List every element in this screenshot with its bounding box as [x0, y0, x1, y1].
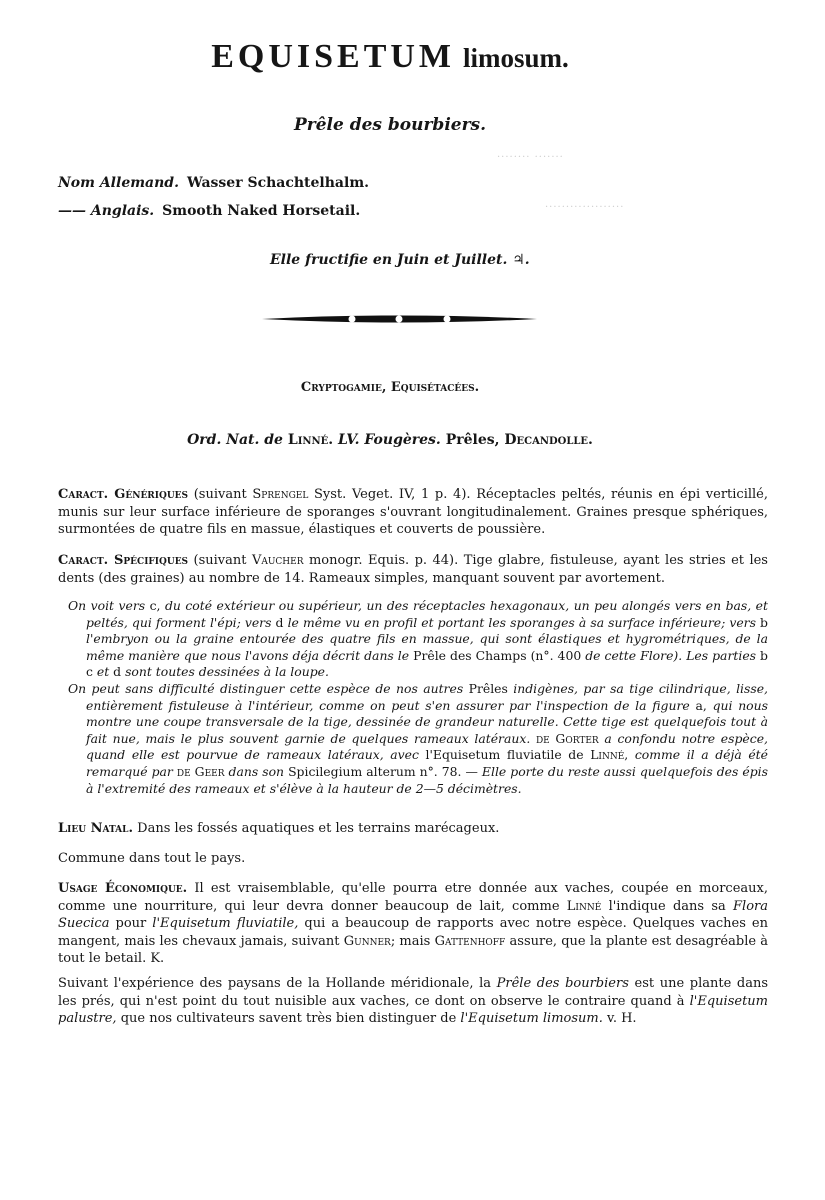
final-text: est une plante dans les prés, qui n'est point du tout nuisible aux vaches, ce dont on observe le contraire quand à — [58, 976, 768, 1009]
final-text: Suivant l'expérience des paysans de la Hollande méridionale, la — [58, 976, 492, 991]
german-name-value: Wasser Schachtelhalm. — [186, 175, 370, 191]
generic-text: Réceptacles peltés, réunis en épi verticillé, munis sur leur surface inférieure de sporanges s'ouvrant longitudinalement. Graines presque sphériques, surmontées de quatre fils en massue, élastiques et couverts de poussière. — [58, 487, 768, 537]
obs1-text: l'embryon ou la graine entourée des quatre fils en massue, qui sont élastiques et hygrométriques, de la même manière que nous l'avons déja décrit dans le — [86, 631, 768, 663]
final-signature: v. H. — [607, 1011, 637, 1026]
german-name-line — [58, 175, 369, 191]
obs1-letter-d: d — [113, 664, 122, 680]
obs1-letter-c: c, — [149, 598, 161, 613]
german-name-label: Nom Allemand. — [58, 175, 179, 191]
usage-linne: Linné — [566, 898, 602, 914]
obs1-letters-bc: b c — [86, 647, 768, 680]
order-preles: Prêles, — [445, 432, 500, 448]
page-title — [0, 38, 780, 76]
obs1-champs-ref: Prêle des Champs (n°. 400 — [413, 647, 582, 663]
usage-text: l'indique dans sa — [608, 898, 726, 914]
obs2-text: a confondu notre espèce, quand elle est pourvue de rameaux latéraux, avec — [86, 730, 768, 763]
common-text: Commune dans tout le pays. — [58, 851, 246, 866]
specific-ref-open: (suivant — [193, 553, 247, 568]
habitat-text: Dans les fossés aquatiques et les terrains marécageux. — [137, 821, 500, 836]
usage-text: qui a beaucoup de rapports avec notre espèce. Quelques vaches en mangent, mais les chevaux jamais, suivant — [58, 916, 768, 949]
order-fougeres: LV. Fougères. — [338, 432, 441, 448]
obs2-text: On peut sans difficulté distinguer cette espèce de nos autres — [68, 680, 464, 696]
obs1-text: de cette Flore). Les parties — [585, 647, 757, 663]
generic-characters-paragraph — [58, 486, 768, 539]
obs2-spicilegium: Spicilegium alterum n°. 78. — [288, 763, 462, 779]
obs2-letter-a: a, — [695, 697, 707, 713]
obs2-text: dans son — [228, 763, 285, 779]
generic-author: Sprengel — [252, 487, 309, 502]
usage-text: Il est vraisemblable, qu'elle pourra etre donnée aux vaches, coupée en morceaux, comme une nourriture, qui leur devra donner beaucoup de lait, comme — [58, 881, 768, 914]
obs2-fluviatile: l'Equisetum fluviatile de — [425, 747, 584, 763]
obs2-preles: Prêles — [468, 680, 508, 696]
order-line — [0, 432, 780, 448]
usage-flora-suecica: Flora Suecica — [58, 898, 768, 931]
observations-block — [68, 598, 768, 797]
specific-heading: Caract. Spécifiques — [58, 553, 189, 568]
ornamental-rule — [262, 313, 537, 325]
final-text: que nos cultivateurs savent très bien distinguer de — [120, 1011, 457, 1026]
order-prefix: Ord. Nat. de — [187, 432, 283, 448]
generic-heading: Caract. Génériques — [58, 487, 189, 502]
generic-reference: Syst. Veget. IV, 1 p. 4). — [314, 487, 471, 502]
obs2-text: — Elle porte du reste aussi quelquefois des épis à l'extremité des rameaux et s'élève à la hauteur de 2—5 décimètres. — [86, 763, 768, 796]
title-species: limosum. — [463, 43, 569, 73]
obs1-text: du coté extérieur ou supérieur, un des réceptacles hexagonaux, un peu alongés vers en bas, et peltés, qui forment l'épi; vers — [86, 598, 768, 630]
specific-reference: monogr. Equis. p. 44). — [308, 553, 459, 568]
usage-text: mais — [399, 933, 431, 949]
usage-gattenhoff: Gattenhoff — [434, 933, 506, 949]
obs2-text: comme il a déjà été remarqué par — [86, 747, 768, 779]
habitat-heading: Lieu Natal. — [58, 821, 134, 836]
english-name-value: Smooth Naked Horsetail. — [162, 203, 361, 219]
bleed-through-text: ········ ······· — [497, 152, 564, 163]
obs1-letter-d: d — [275, 614, 284, 630]
usage-text: pour — [115, 916, 147, 931]
final-limosum: l'Equisetum limosum. — [460, 1011, 603, 1026]
specific-author: Vaucher — [251, 553, 304, 568]
obs1-letter-b: b — [760, 614, 768, 630]
obs2-gorter: de Gorter — [535, 730, 599, 746]
generic-ref-open: (suivant — [193, 487, 247, 502]
final-palustre: l'Equisetum palustre, — [58, 993, 768, 1026]
final-preles: Prêle des bourbiers — [496, 976, 629, 991]
specific-characters-paragraph — [58, 552, 768, 587]
habitat-paragraph — [58, 820, 768, 838]
obs2-geer: de Geer — [176, 763, 225, 779]
fructification-line: Elle fructifie en Juin et Juillet. ♃. — [270, 252, 530, 268]
bleed-through-text: ··················· — [545, 202, 625, 213]
order-decandolle: Decandolle. — [504, 432, 593, 448]
observation-paragraph-1 — [68, 598, 768, 681]
english-name-label: —— Anglais. — [58, 203, 155, 219]
obs2-text: indigènes, par sa tige cilindrique, lisse, entièrement fistuleuse à l'intérieur, comme on peut s'en assurer par l'inspection de la figure — [86, 680, 768, 713]
common-line — [58, 850, 768, 868]
obs1-text: sont toutes dessinées à la loupe. — [125, 664, 329, 680]
specific-text: Tige glabre, fistuleuse, ayant les stries et les dents (des graines) au nombre de 14. Rameaux simples, manquant souvent par avortement. — [58, 553, 768, 586]
order-linne: Linné. — [287, 432, 334, 448]
usage-heading: Usage Économique. — [58, 881, 188, 896]
english-name-line — [58, 203, 360, 219]
classification-line: Cryptogamie, Equisétacées. — [300, 380, 480, 395]
page-subtitle: Prêle des bourbiers. — [293, 115, 487, 135]
obs2-linne: Linné, — [590, 747, 629, 763]
usage-text: assure, que la plante est desagréable à tout le betail. K. — [58, 933, 769, 966]
economic-usage-paragraph — [58, 880, 768, 968]
obs1-text: On voit vers — [68, 598, 146, 613]
obs1-text: et — [96, 664, 110, 680]
final-paragraph — [58, 975, 768, 1028]
usage-gunner: Gunner; — [343, 933, 396, 949]
obs2-text: qui nous montre une coupe transversale de la tige, dessinée de grandeur naturelle. Cette tige est quelquefois tout à fait nue, mais le plus souvent garnie de quelques rameaux latéraux. — [86, 697, 768, 746]
observation-paragraph-2 — [68, 681, 768, 797]
usage-equisetum-fluviatile: l'Equisetum fluviatile, — [152, 916, 299, 931]
title-genus: EQUISETUM — [211, 38, 456, 75]
obs1-text: le même vu en profil et portant les sporanges à sa surface inférieure; vers — [287, 614, 756, 630]
